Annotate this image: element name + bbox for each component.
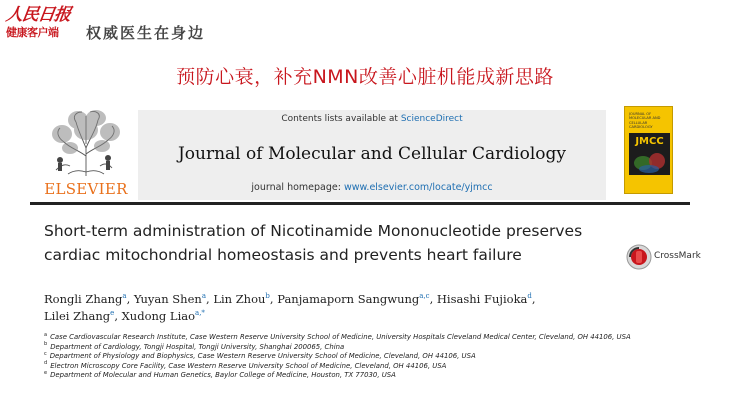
author-name[interactable]: Xudong Liao <box>121 309 196 323</box>
author-affil-mark[interactable]: a,c <box>419 292 430 301</box>
affiliation-text: Electron Microscopy Core Facility, Case Western Reserve University School of Medicine, Cleveland, OH 44106, USA <box>50 361 447 370</box>
brand-subtitle: 健康客户端 <box>6 26 59 39</box>
affiliation-item <box>44 371 664 381</box>
affiliation-mark: a <box>44 331 48 338</box>
author-affil-mark[interactable]: a <box>201 292 206 301</box>
affiliation-text: Department of Physiology and Biophysics, Case Western Reserve University School of Medicine, Cleveland, OH 44106, USA <box>49 352 476 361</box>
cover-image <box>629 133 670 175</box>
author-affil-mark[interactable]: a <box>122 292 127 301</box>
author-affil-mark[interactable]: b <box>265 292 270 301</box>
article-title: Short-term administration of Nicotinamide Mononucleotide preserves cardiac mitochondrial homeostasis and prevents heart failure <box>44 222 583 264</box>
affiliation-item <box>44 343 664 353</box>
author-list: Rongli Zhang$^a$, Yuyan Shen$^a$, Lin Zhou$^b$, Panjamaporn Sangwung$^{a,c}$, Hisashi Fujioka$^d$, Lilei Zhang$^e$, Xudong Liao$^{a,*}$ <box>44 292 536 323</box>
crossmark-badge[interactable] <box>626 244 706 272</box>
contents-line <box>138 114 606 124</box>
cover-art-icon <box>629 133 670 175</box>
elsevier-tree-icon <box>48 108 124 178</box>
affiliation-mark: d <box>44 360 48 367</box>
affiliation-mark: e <box>44 370 48 377</box>
cover-footer-bar <box>629 181 670 189</box>
contents-prefix: Contents lists available at <box>281 114 398 124</box>
crossmark-icon <box>626 244 652 270</box>
journal-title: Journal of Molecular and Cellular Cardiology <box>177 144 567 164</box>
affiliation-item <box>44 333 664 343</box>
cover-acronym: JMCC <box>635 136 664 147</box>
author-name[interactable]: Lilei Zhang <box>44 309 111 323</box>
elsevier-logo <box>40 108 132 200</box>
affiliation-text: Department of Cardiology, Tongji Hospital, Tongji University, Shanghai 200065, China <box>50 342 345 351</box>
sciencedirect-link[interactable]: ScienceDirect <box>400 114 463 124</box>
author <box>122 309 205 323</box>
cover-journal-name: JOURNAL OF MOLECULAR AND CELLULAR CARDIOLOGY <box>629 112 661 130</box>
affiliation-item <box>44 362 664 372</box>
affiliation-text: Department of Molecular and Human Genetics, Baylor College of Medicine, Houston, TX 77030, USA <box>50 371 396 380</box>
author-name[interactable]: Yuyan Shen <box>133 292 202 306</box>
brand-logo: 人民日报 <box>4 5 72 25</box>
author-affil-mark[interactable]: a,* <box>195 309 205 318</box>
author <box>213 292 270 306</box>
affiliation-item <box>44 352 664 362</box>
affiliation-mark: c <box>44 350 47 357</box>
homepage-line <box>138 182 606 193</box>
author-name[interactable]: Hisashi Fujioka <box>436 292 528 306</box>
article-headline: 预防心衰，补充NMN改善心脏机能成新思路 <box>176 66 554 88</box>
author <box>134 292 206 306</box>
journal-cover <box>624 106 673 194</box>
affiliation-list <box>44 333 664 381</box>
homepage-prefix: journal homepage: <box>251 182 341 193</box>
elsevier-wordmark: ELSEVIER <box>44 180 128 198</box>
affiliation-text: Case Cardiovascular Research Institute, Case Western Reserve University School of Medicine, University Hospitals Cleveland Medical Center, Cleveland, OH 44106, USA <box>50 333 631 341</box>
journal-header <box>138 110 606 200</box>
author <box>44 309 114 323</box>
author-name[interactable]: Rongli Zhang <box>44 292 123 306</box>
author-affil-mark[interactable]: e <box>110 309 115 318</box>
header-divider <box>30 202 690 205</box>
author-name[interactable]: Lin Zhou <box>213 292 266 306</box>
author-name[interactable]: Panjamaporn Sangwung <box>277 292 420 306</box>
author <box>277 292 429 306</box>
author <box>44 292 127 306</box>
brand-slogan: 权威医生在身边 <box>86 24 206 42</box>
brand-logo-block[interactable] <box>6 4 70 54</box>
author-affil-mark[interactable]: d <box>527 292 532 301</box>
affiliation-mark: b <box>44 341 48 348</box>
crossmark-label: CrossMark <box>654 251 701 261</box>
homepage-link[interactable]: www.elsevier.com/locate/yjmcc <box>343 182 493 193</box>
author <box>437 292 532 306</box>
